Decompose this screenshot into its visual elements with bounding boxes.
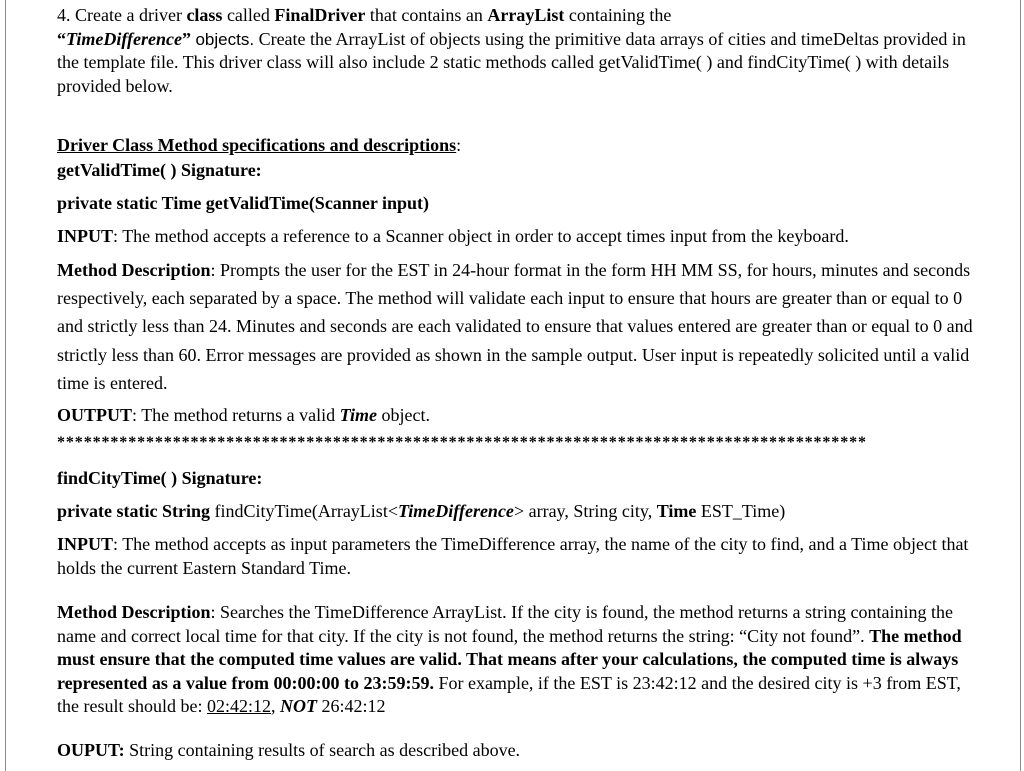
not-keyword: NOT [280,696,317,717]
findcitytime-input [57,533,987,580]
arraylist-keyword: ArrayList [487,5,565,25]
item-number: 4. [57,5,71,25]
getvalidtime-description [57,256,982,397]
findcitytime-signature [57,500,987,522]
output-label: OUPUT: [57,740,125,760]
time-keyword: Time [339,405,377,425]
description-bold-rule: The method must ensure that the computed time values are valid. That means after your calculations, the computed time is always represented as a value from 00:00:00 to 23:59:59. [57,625,962,693]
input-text: : The method accepts as input parameters the TimeDifference array, the name of the city to find, and a Time object that holds the current Eastern Standard Time. [57,534,969,578]
input-text: : The method accepts a reference to a Scanner object in order to accept times input from the keyboard. [113,226,849,246]
description-text: : Searches the TimeDifference ArrayList. If the city is found, the method returns a string containing the name and correct local time for that city. If the city is not found, the method returns the string: “City not found”. [57,602,953,646]
item-text: that contains an [369,5,483,25]
class-keyword: class [186,5,223,25]
input-label: INPUT [57,534,114,554]
output-text: String containing results of search as described above. [129,740,521,760]
description-text: : Prompts the user for the EST in 24-hour format in the form HH MM SS, for hours, minutes and seconds respectively, each separated by a space. The method will validate each input to ensure that hours are greater than or equal to 0 and strictly less than 24. Minutes and seconds are each validated to ensure that values entered are greater than or equal to 0 and strictly less than 60. Error messages are provided as shown in the sample output. User input is repeatedly solicited until a valid time is entered. [57,260,973,393]
open-quote: “ [57,28,66,49]
findcitytime-description [57,601,987,719]
specs-heading-colon: : [456,135,462,155]
close-quote: ” [181,28,191,49]
signature-timedifference: TimeDifference [397,501,514,521]
separator-line: ******************************************************************************************* [57,434,867,451]
output-text: : The method returns a valid [132,405,336,425]
item-text: called [226,5,270,25]
output-text-end: object. [381,405,430,425]
item-4-paragraph [57,4,987,98]
description-label: Method Description [57,602,211,622]
wrong-value: 26:42:12 [321,696,386,717]
signature-text: > array, String city, [513,501,653,521]
signature-text: findCityTime(ArrayList< [214,501,398,521]
getvalidtime-signature-heading: getValidTime( ) Signature: [57,160,262,180]
item-text: objects. [195,29,255,49]
specs-heading-text: Driver Class Method specifications and descriptions [57,135,457,155]
description-example: For example, if the EST is 23:42:12 and the desired city is +3 from EST, the result should be: [57,672,961,717]
findcitytime-output [57,739,987,761]
getvalidtime-output [57,404,987,426]
result-value: 02:42:12 [206,696,271,717]
input-label: INPUT [57,226,114,246]
findcitytime-signature-heading: findCityTime( ) Signature: [57,468,263,488]
driver-class-name: FinalDriver [274,5,366,25]
item-text: containing the [568,5,672,25]
signature-modifiers: private static String [57,501,210,521]
signature-time-type: Time [656,501,697,521]
timedifference-name: TimeDifference [66,28,182,49]
getvalidtime-input [57,225,987,247]
comma: , [271,696,276,717]
item-text: Create the ArrayList of objects using the primitive data arrays of cities and timeDeltas provided in the template file. This driver class will also include 2 static methods called getValidTime( ) and findCityTime( ) with details provided below. [57,28,966,96]
document-page [5,0,1021,771]
output-label: OUTPUT [57,405,133,425]
signature-text: EST_Time) [700,501,786,521]
getvalidtime-signature: private static Time getValidTime(Scanner input) [57,193,430,213]
item-text: Create a driver [75,5,182,25]
specs-heading [57,134,987,156]
description-label: Method Description [57,260,211,280]
